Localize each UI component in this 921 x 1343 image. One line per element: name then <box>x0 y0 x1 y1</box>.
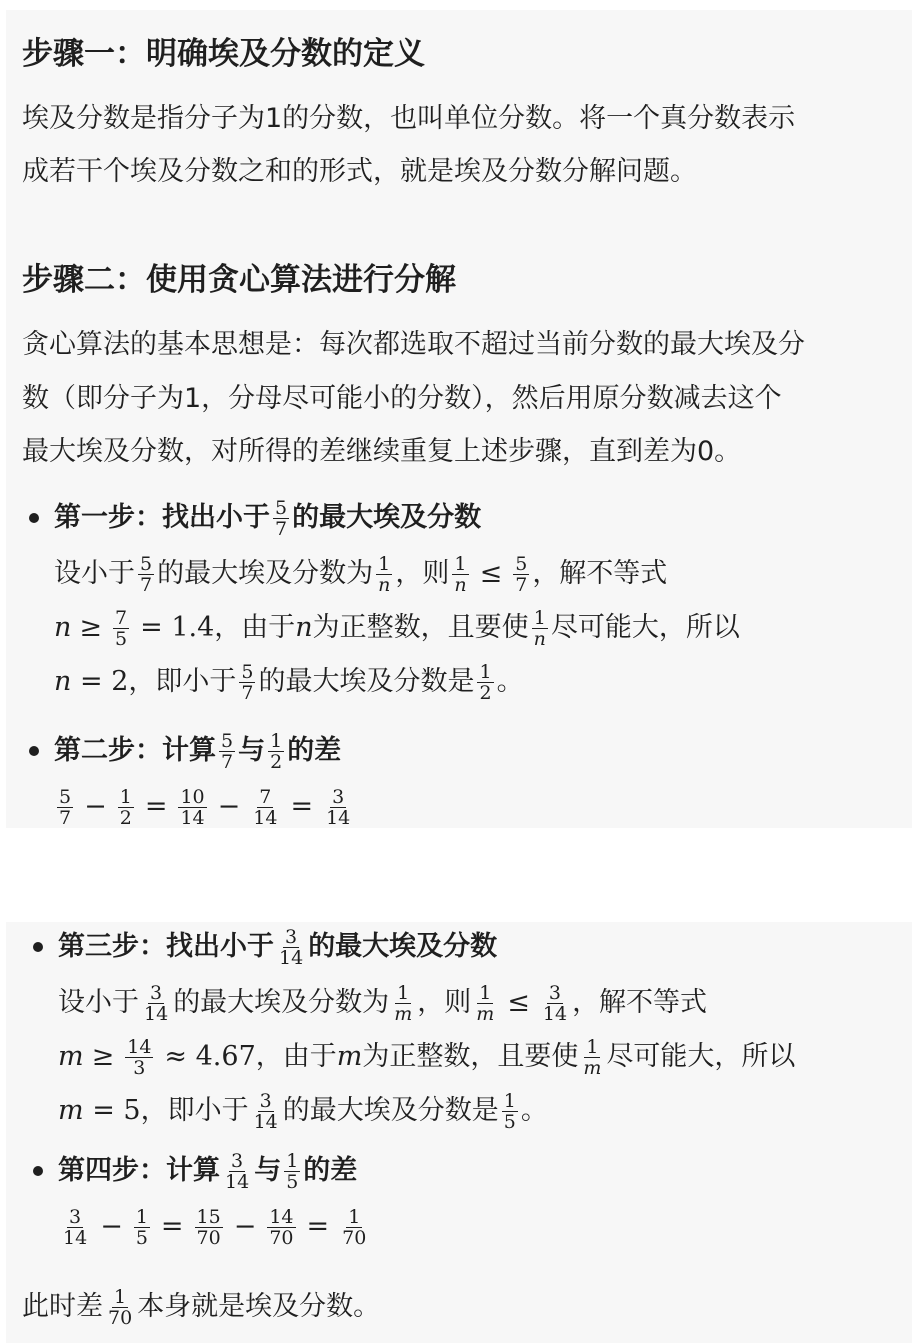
fraction-1-n: $\frac{1}{n}$ <box>378 553 391 596</box>
fraction-15-70: $\frac{15}{70}$ <box>196 1206 221 1249</box>
fraction-3-14: $\frac{3}{14}$ <box>326 786 351 829</box>
fraction-1-70: $\frac{1}{70}$ <box>342 1206 367 1249</box>
fraction-3-14: $\frac{3}{14}$ <box>542 982 568 1025</box>
fraction-1-n: $\frac{1}{n}$ <box>533 607 546 650</box>
step2-paragraph-line-1: 贪心算法的基本思想是：每次都选取不超过当前分数的最大埃及分 <box>22 329 805 360</box>
fraction-3-14: $\frac{3}{14}$ <box>225 1150 250 1193</box>
fraction-1-m: $\frac{1}{m}$ <box>476 982 495 1025</box>
bullet1-title-text-end: 的最大埃及分数 <box>292 502 482 533</box>
step1-paragraph-line-2: 成若干个埃及分数之和的形式，就是埃及分数分解问题。 <box>22 156 697 187</box>
content-card-2 <box>6 922 912 1343</box>
conclusion-line: 此时差 $\frac{1}{70}$ 本身就是埃及分数。 <box>22 1286 381 1329</box>
bullet-dot <box>29 746 39 756</box>
fraction-5-7: $\frac{5}{7}$ <box>241 661 254 704</box>
bullet-dot <box>33 1166 43 1176</box>
bullet1-line-2: n ≥ $\frac{7}{5}$ = 1.4，由于n为正整数，且要使 $\frac{1}{n}$ 尽可能大，所以 <box>54 607 740 650</box>
fraction-1-5: $\frac{1}{5}$ <box>286 1150 299 1193</box>
fraction-7-5: $\frac{7}{5}$ <box>115 607 128 650</box>
bullet3-line-2: m ≥ $\frac{14}{3}$ ≈ 4.67，由于m为正整数，且要使 $\frac{1}{m}$ 尽可能大，所以 <box>58 1036 796 1079</box>
fraction-10-14: $\frac{10}{14}$ <box>180 786 205 829</box>
bullet4-title: 第四步：计算 $\frac{3}{14}$ 与 $\frac{1}{5}$ 的差 <box>58 1150 358 1193</box>
bullet3-line-1: 设小于 $\frac{3}{14}$ 的最大埃及分数为 $\frac{1}{m}$ ，则 $\frac{1}{m}$ ≤ $\frac{3}{14}$ ，解不等式 <box>58 982 708 1025</box>
fraction-3-14: $\frac{3}{14}$ <box>144 982 169 1025</box>
step2-paragraph-line-2: 数（即分子为1，分母尽可能小的分数），然后用原分数减去这个 <box>22 383 782 414</box>
fraction-1-n: $\frac{1}{n}$ <box>454 553 467 596</box>
fraction-3-14: $\frac{3}{14}$ <box>279 926 304 969</box>
fraction-3-14: $\frac{3}{14}$ <box>63 1206 88 1249</box>
bullet4-equation: $\frac{3}{14}$ − $\frac{1}{5}$ = $\frac{15}{70}$ − $\frac{14}{70}$ = $\frac{1}{70}$ <box>63 1206 367 1249</box>
fraction-1-5: $\frac{1}{5}$ <box>503 1090 516 1133</box>
fraction-1-2: $\frac{1}{2}$ <box>270 730 283 773</box>
step1-paragraph-line-1: 埃及分数是指分子为1的分数，也叫单位分数。将一个真分数表示 <box>22 103 796 134</box>
fraction-1-70: $\frac{1}{70}$ <box>108 1286 133 1329</box>
fraction-1-5: $\frac{1}{5}$ <box>135 1206 148 1249</box>
bullet-dot <box>29 513 39 523</box>
step2-paragraph-line-3: 最大埃及分数，对所得的差继续重复上述步骤，直到差为0。 <box>22 436 742 467</box>
bullet3-title: 第三步：找出小于 $\frac{3}{14}$ 的最大埃及分数 <box>58 926 498 969</box>
fraction-1-m: $\frac{1}{m}$ <box>583 1036 602 1079</box>
fraction-5-7: $\frac{5}{7}$ <box>515 553 528 596</box>
fraction-5-7: $\frac{5}{7}$ <box>221 730 234 773</box>
bullet3-line-3: m = 5，即小于 $\frac{3}{14}$ 的最大埃及分数是 $\frac{1}{5}$ 。 <box>58 1090 548 1133</box>
fraction-7-14: $\frac{7}{14}$ <box>253 786 278 829</box>
fraction-1-2: $\frac{1}{2}$ <box>479 661 492 704</box>
fraction-5-7: $\frac{5}{7}$ <box>275 497 288 540</box>
step1-heading: 步骤一：明确埃及分数的定义 <box>22 36 425 72</box>
bullet2-title: 第二步：计算 $\frac{5}{7}$ 与 $\frac{1}{2}$ 的差 <box>54 730 342 773</box>
content-card-1 <box>6 10 912 828</box>
fraction-3-14: $\frac{3}{14}$ <box>253 1090 278 1133</box>
fraction-1-m: $\frac{1}{m}$ <box>394 982 413 1025</box>
fraction-14-3: $\frac{14}{3}$ <box>127 1036 152 1079</box>
bullet1-title <box>54 491 481 545</box>
fraction-5-7: $\frac{5}{7}$ <box>59 786 72 829</box>
step2-heading: 步骤二：使用贪心算法进行分解 <box>22 262 456 298</box>
fraction-1-2: $\frac{1}{2}$ <box>119 786 132 829</box>
bullet-dot <box>33 942 43 952</box>
bullet1-title-text: 第一步：找出小于 <box>54 502 270 533</box>
bullet1-line-3: n = 2，即小于 $\frac{5}{7}$ 的最大埃及分数是 $\frac{1}{2}$ 。 <box>54 661 524 704</box>
bullet1-line-1: 设小于 $\frac{5}{7}$ 的最大埃及分数为 $\frac{1}{n}$ ，则 $\frac{1}{n}$ ≤ $\frac{5}{7}$ ，解不等式 <box>54 553 668 596</box>
fraction-5-7: $\frac{5}{7}$ <box>140 553 153 596</box>
fraction-14-70: $\frac{14}{70}$ <box>269 1206 294 1249</box>
bullet2-equation: $\frac{5}{7}$ − $\frac{1}{2}$ = $\frac{10}{14}$ − $\frac{7}{14}$ = $\frac{3}{14}$ <box>59 786 351 829</box>
